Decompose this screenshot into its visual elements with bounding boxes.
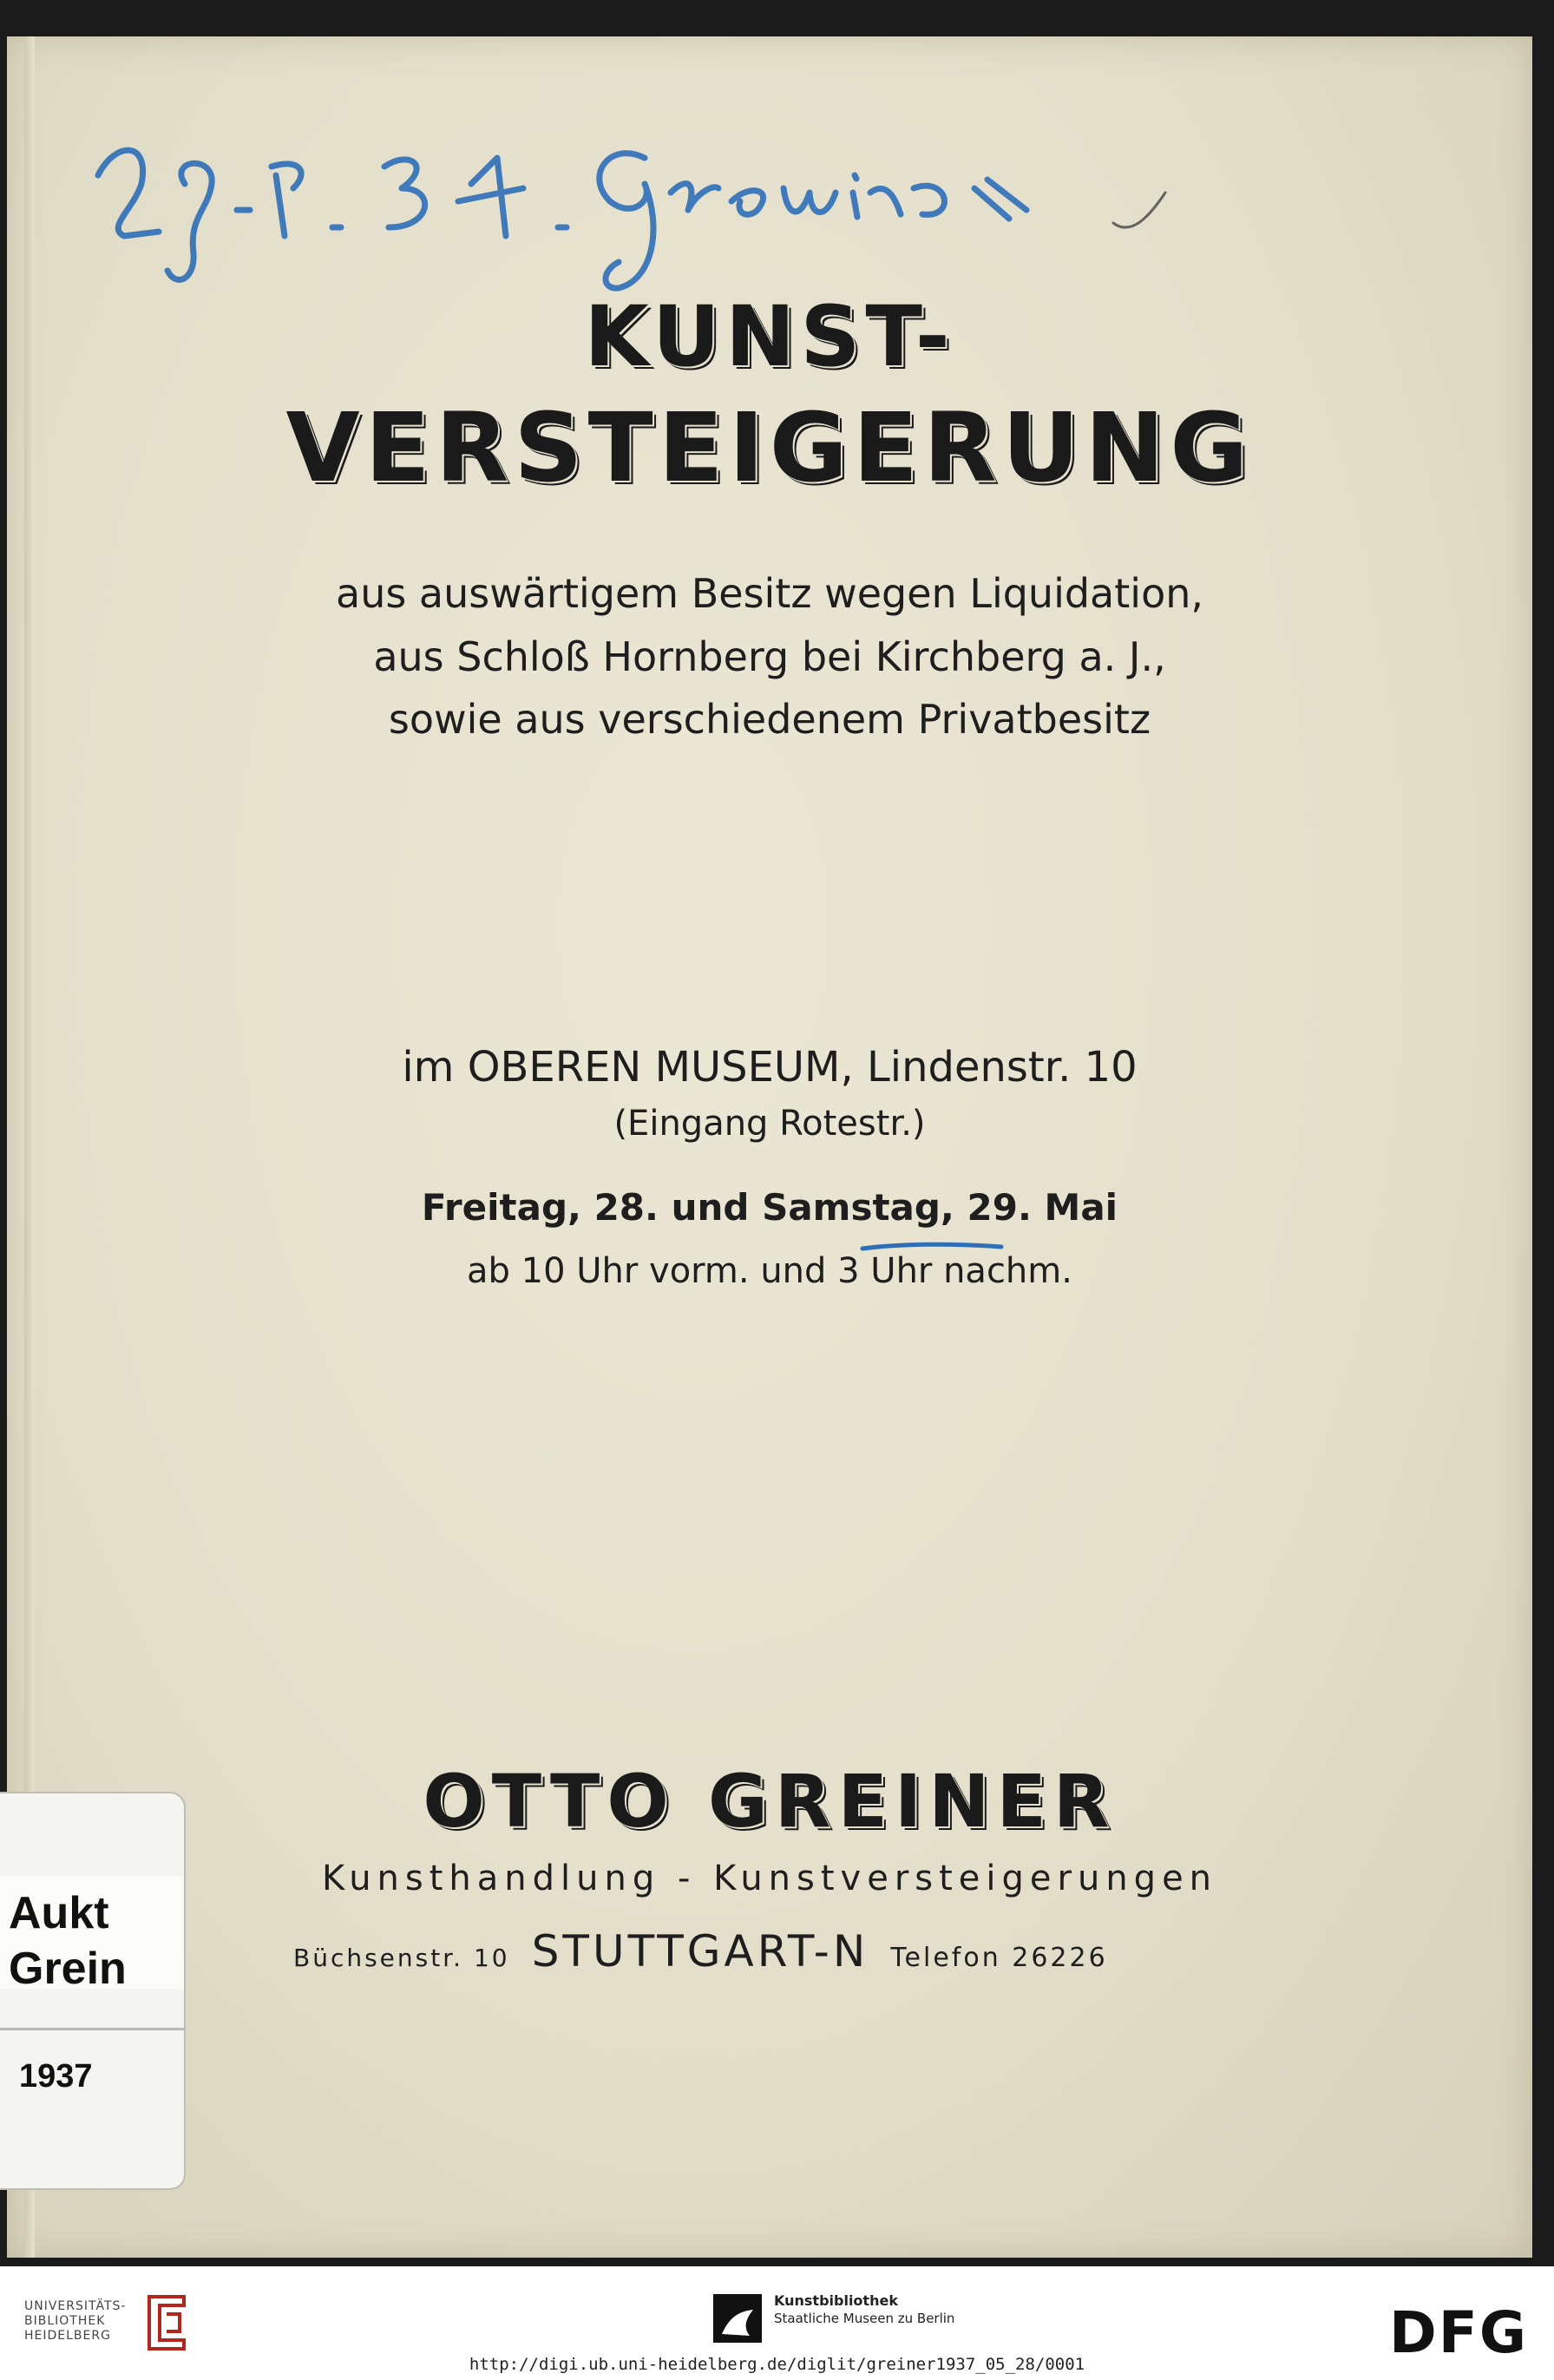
handwritten-inscription (89, 106, 1217, 297)
ub-heidelberg-text[interactable] (24, 2299, 126, 2344)
digitization-footer (0, 2266, 1554, 2380)
subtitle-line-3: sowie aus verschiedenem Privatbesitz (388, 696, 1151, 743)
dates-line: Freitag, 28. und Samstag, 29. Mai (421, 1186, 1118, 1229)
title-line-1: KUNST- (584, 288, 955, 385)
company-address (293, 1926, 1108, 1977)
ub-heidelberg-logo-icon[interactable] (141, 2292, 193, 2353)
venue-line: im OBEREN MUSEUM, Lindenstr. 10 (402, 1043, 1138, 1092)
catalog-cover-page (7, 36, 1532, 2258)
library-shelf-label (0, 1792, 186, 2190)
kb-subtitle: Staatliche Museen zu Berlin (774, 2311, 955, 2326)
subtitle-line-2: aus Schloß Hornberg bei Kirchberg a. J., (373, 633, 1166, 680)
ub-text-line-2: BIBLIOTHEK (24, 2314, 106, 2328)
kunstbibliothek-text[interactable] (774, 2292, 954, 2327)
company-trade: Kunsthandlung - Kunstversteigerungen (321, 1859, 1218, 1898)
kb-title: Kunstbibliothek (774, 2292, 898, 2309)
label-year: 1937 (19, 2058, 93, 2095)
kunstbibliothek-logo-icon[interactable] (711, 2292, 764, 2344)
ub-text-line-3: HEIDELBERG (24, 2329, 111, 2343)
times-line: ab 10 Uhr vorm. und 3 Uhr nachm. (467, 1251, 1072, 1291)
entrance-line: (Eingang Rotestr.) (613, 1104, 926, 1144)
address-phone: Telefon 26226 (890, 1943, 1108, 1973)
title-line-2: VERSTEIGERUNG (285, 392, 1254, 503)
label-line-2: Grein (9, 1944, 127, 1994)
subtitle-line-1: aus auswärtigem Besitz wegen Liquidation, (336, 570, 1203, 617)
ub-text-line-1: UNIVERSITÄTS- (24, 2299, 127, 2313)
address-street: Büchsenstr. 10 (293, 1944, 510, 1972)
label-divider (0, 2028, 184, 2030)
permalink-url[interactable]: http://digi.ub.uni-heidelberg.de/diglit/greiner1937_05_28/0001 (469, 2355, 1085, 2374)
dfg-logo[interactable]: DFG (1388, 2299, 1528, 2366)
address-city: STUTTGART-N (531, 1926, 869, 1977)
company-name: OTTO GREINER (423, 1759, 1117, 1844)
label-line-1: Aukt (9, 1888, 109, 1938)
